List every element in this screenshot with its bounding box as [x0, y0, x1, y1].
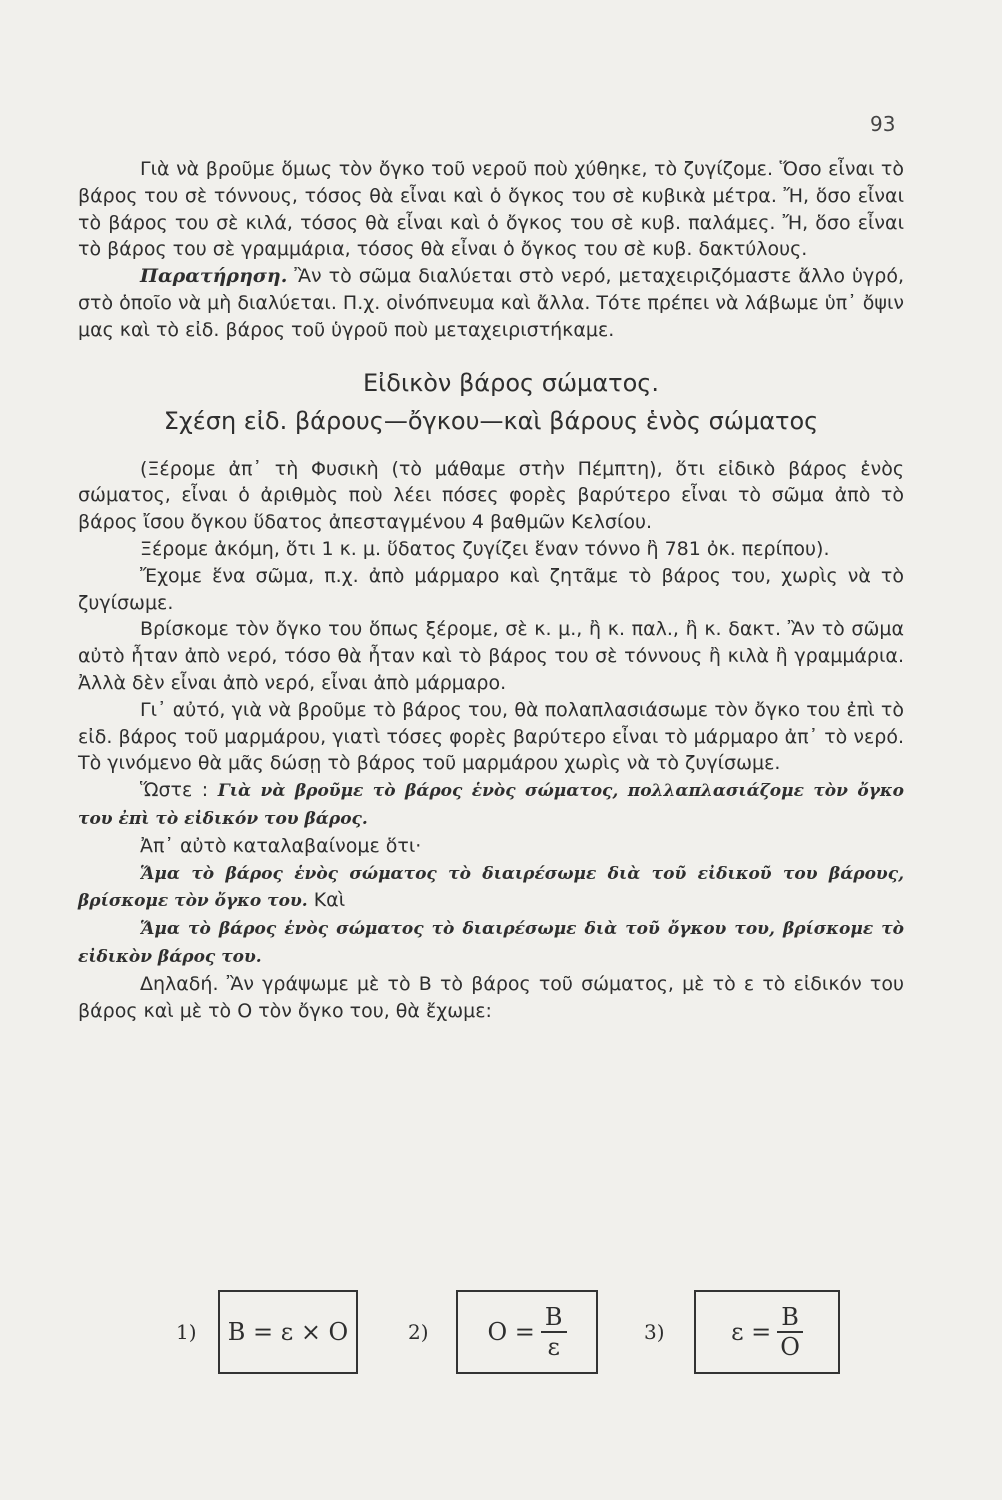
section-heading: Εἰδικὸν βάρος σώματος.: [363, 368, 659, 397]
page-number: 93: [870, 112, 896, 136]
paragraph-water-weight: Ξέρομε ἀκόμη, ὅτι 1 κ. μ. ὕδατος ζυγίζει ἕναν τόννο ἢ 781 ὀκ. περίπου).: [140, 537, 830, 560]
paragraph-rule-volume: [78, 860, 904, 916]
formula-3-fraction: [777, 1303, 803, 1361]
page-body: [78, 156, 904, 1024]
paragraph-remark: [78, 263, 904, 343]
paragraph-notation: Δηλαδή. Ἂν γράψωμε μὲ τὸ Β τὸ βάρος τοῦ σώματος, μὲ τὸ ε τὸ εἰδικόν του βάρος καὶ μὲ τὸ Ο τὸν ὄγκο του, θὰ ἔχωμε:: [78, 972, 904, 1022]
formula-2-box: [456, 1290, 598, 1374]
rule-lead: Ὥστε :: [140, 779, 218, 802]
paragraph-understand: Ἀπ᾿ αὐτὸ καταλαβαίνομε ὅτι·: [140, 834, 422, 857]
formula-2-numerator: Β: [541, 1303, 567, 1333]
formula-1-number: 1): [176, 1320, 197, 1344]
formula-2-lhs: Ο =: [487, 1318, 535, 1346]
remark-label: Παρατήρηση.: [140, 265, 288, 288]
formula-3-number: 3): [644, 1320, 665, 1344]
paragraph-marble-example: Ἔχομε ἕνα σῶμα, π.χ. ἀπὸ μάρμαρο καὶ ζητᾶμε τὸ βάρος του, χωρὶς νὰ τὸ ζυγίσωμε.: [78, 564, 904, 614]
paragraph-rule-weight: [78, 777, 904, 833]
section-subheading: Σχέση εἰδ. βάρους—ὄγκου—καὶ βάρους ἑνὸς σώματος: [163, 406, 819, 435]
formula-3-numerator: Β: [777, 1303, 803, 1333]
paragraph-find-volume: Βρίσκομε τὸν ὄγκο του ὅπως ξέρομε, σὲ κ. μ., ἢ κ. παλ., ἢ κ. δακτ. Ἂν τὸ σῶμα αὐτὸ ἦταν ἀπὸ νερό, τόσο θὰ ἦταν καὶ τὸ βάρος του σὲ τόννους ἢ κιλὰ ἢ γραμμάρια. Ἀλλὰ δὲν εἶναι ἀπὸ νερό, εἶναι ἀπὸ μάρμαρο.: [78, 618, 904, 694]
formula-2-denominator: ε: [547, 1333, 560, 1361]
rule-density-text: Ἅμα τὸ βάρος ἑνὸς σώματος τὸ διαιρέσωμε διὰ τοῦ ὄγκου του, βρίσκομε τὸ εἰδικὸν βάρος του.: [78, 919, 904, 967]
formula-3-box: [694, 1290, 840, 1374]
formula-3-denominator: Ο: [780, 1333, 800, 1361]
paragraph-rule-density: [78, 915, 904, 971]
paragraph-multiply: Γι᾿ αὐτό, γιὰ νὰ βροῦμε τὸ βάρος του, θὰ πολαπλασιάσωμε τὸν ὄγκο του ἐπὶ τὸ εἰδ. βάρος τοῦ μαρμάρου, γιατὶ τόσες φορὲς βαρύτερο εἶναι τὸ μάρμαρο ἀπ᾿ τὸ νερό. Τὸ γινόμενο θὰ μᾶς δώσῃ τὸ βάρος τοῦ μαρμάρου χωρὶς νὰ τὸ ζυγίσωμε.: [78, 698, 904, 775]
formula-1: Β = ε × Ο: [227, 1318, 349, 1346]
rule-weight-text: Γιὰ νὰ βροῦμε τὸ βάρος ἑνὸς σώματος, πολλαπλασιάζομε τὸν ὄγκο του ἐπὶ τὸ εἰδικόν του βάρος.: [78, 781, 904, 829]
remark-text: Ἂν τὸ σῶμα διαλύεται στὸ νερό, μεταχειριζόμαστε ἄλλο ὑγρό, στὸ ὁποῖο νὰ μὴ διαλύεται. Π.χ. οἰνόπνευμα καὶ ἄλλα. Τότε πρέπει νὰ λάβωμε ὑπ᾿ ὄψιν μας καὶ τὸ εἰδ. βάρος τοῦ ὑγροῦ ποὺ μεταχειριστήκαμε.: [78, 265, 904, 341]
formula-3-lhs: ε =: [731, 1318, 772, 1346]
rule-volume-text: Ἅμα τὸ βάρος ἑνὸς σώματος τὸ διαιρέσωμε διὰ τοῦ εἰδικοῦ του βάρους, βρίσκομε τὸν ὄγκο του.: [78, 863, 904, 912]
formula-2-fraction: [541, 1303, 567, 1361]
paragraph-definition: (Ξέρομε ἀπ᾿ τὴ Φυσικὴ (τὸ μάθαμε στὴν Πέμπτη), ὅτι εἰδικὸ βάρος ἑνὸς σώματος, εἶναι ὁ ἀριθμὸς ποὺ λέει πόσες φορὲς βαρύτερο εἶναι τὸ σῶμα ἀπὸ τὸ βάρος ἴσου ὄγκου ὕδατος ἀπεσταγμένου 4 βαθμῶν Κελσίου.: [78, 457, 904, 534]
formula-1-box: [218, 1290, 358, 1374]
rule-volume-tail: Καὶ: [307, 889, 346, 912]
formula-2-number: 2): [408, 1320, 429, 1344]
paragraph-water-volume: Γιὰ νὰ βροῦμε ὅμως τὸν ὄγκο τοῦ νεροῦ ποὺ χύθηκε, τὸ ζυγίζομε. Ὅσο εἶναι τὸ βάρος του σὲ τόννους, τόσος θὰ εἶναι καὶ ὁ ὄγκος του σὲ κυβικὰ μέτρα. Ἤ, ὅσο εἶναι τὸ βάρος του σὲ κιλά, τόσος θὰ εἶναι καὶ ὁ ὄγκος του σὲ κυβ. παλάμες. Ἤ, ὅσο εἶναι τὸ βάρος του σὲ γραμμάρια, τόσος θὰ εἶναι ὁ ὄγκος του σὲ κυβ. δακτύλους.: [78, 158, 904, 261]
formula-row: [0, 1290, 1002, 1390]
